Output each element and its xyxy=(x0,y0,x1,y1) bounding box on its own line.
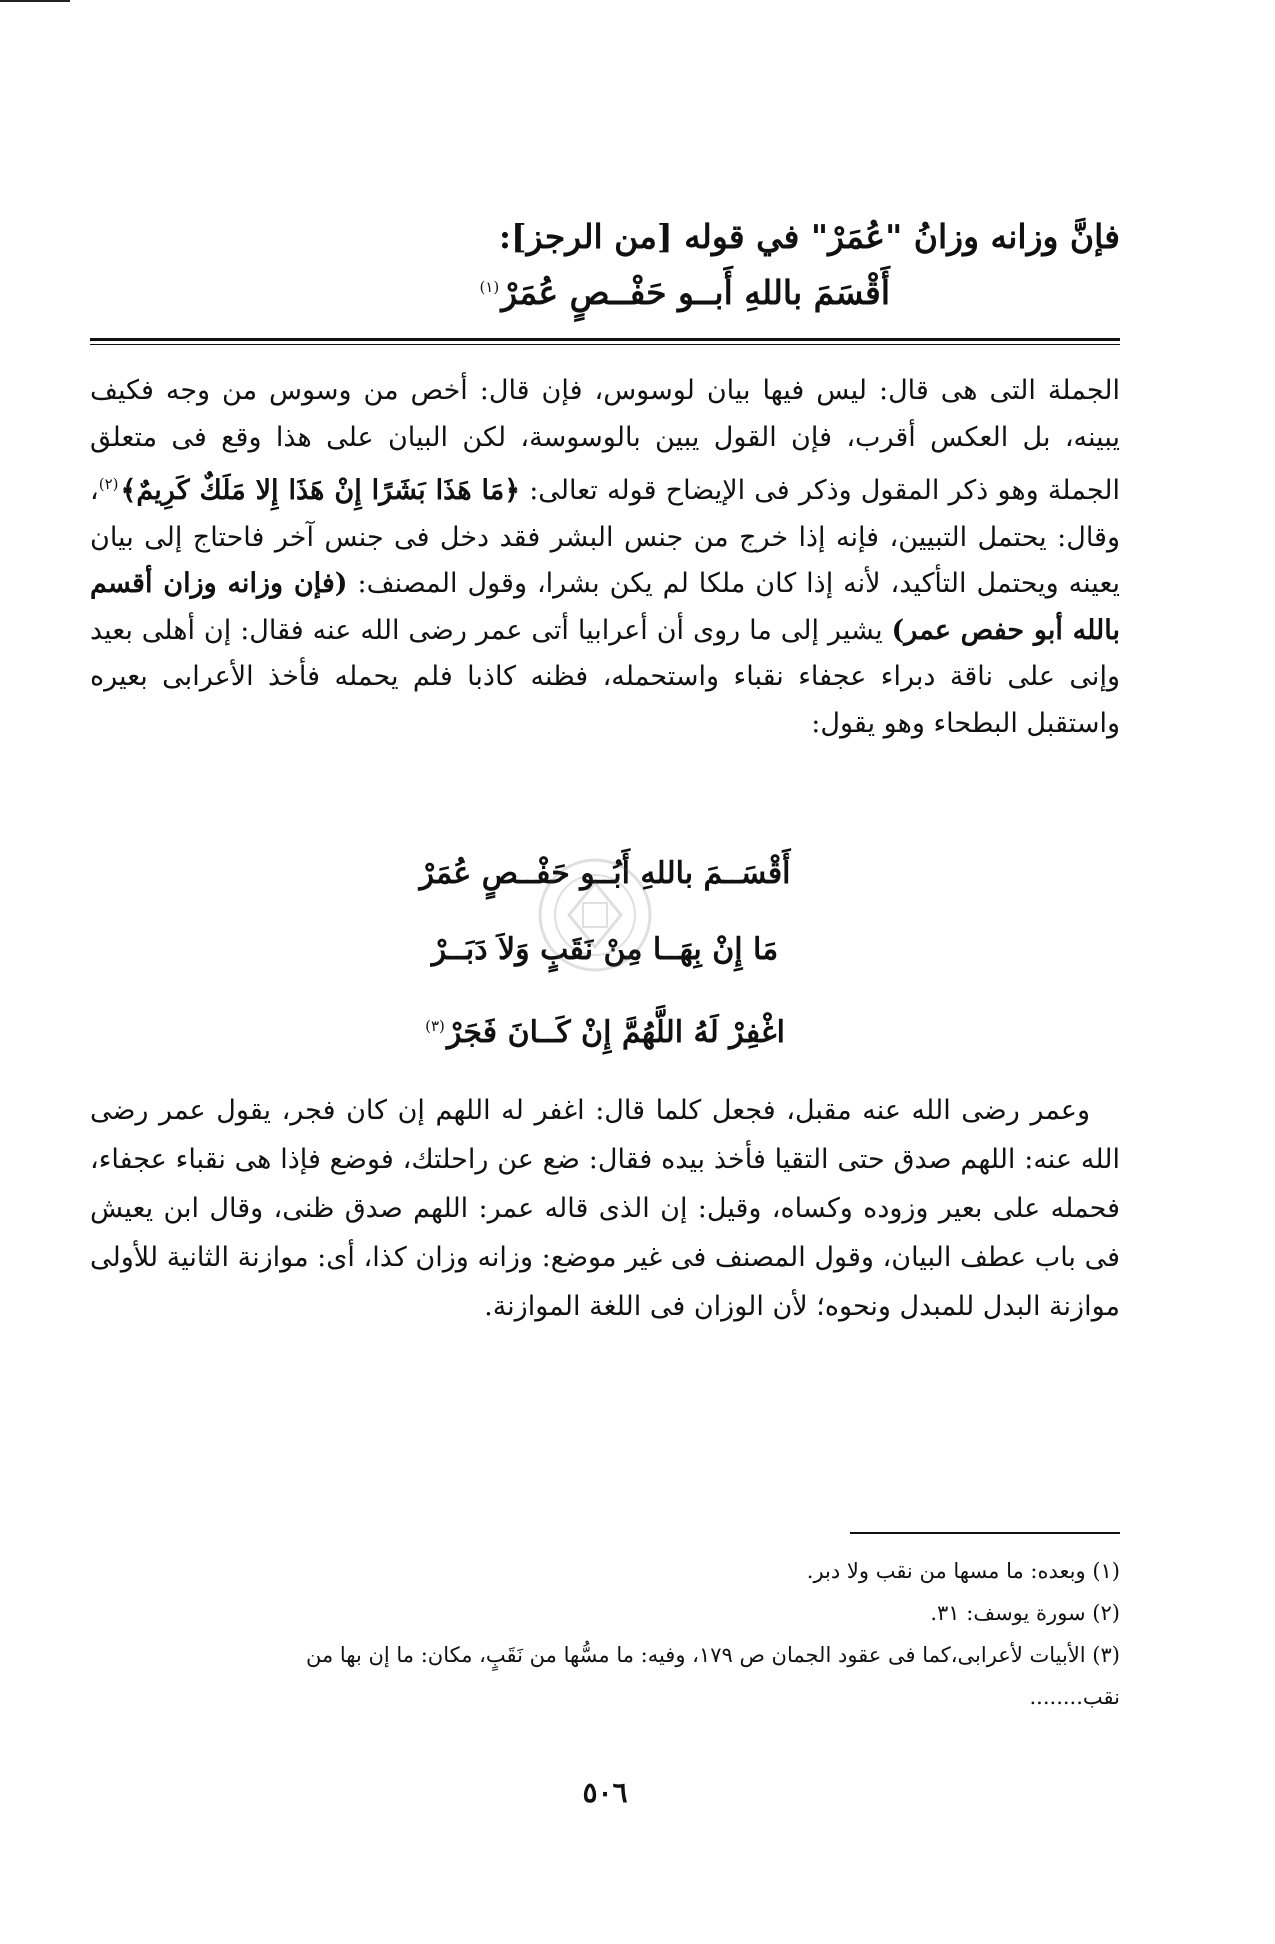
footnote-ref-2: (٢) xyxy=(98,475,119,493)
header-verse-line xyxy=(90,262,890,318)
corner-mark xyxy=(0,0,70,2)
footnotes xyxy=(90,1550,1120,1718)
body-paragraph-2 xyxy=(90,1086,1120,1331)
poem-line-2: مَا إِنْ بِهَــا مِنْ نَقَبٍ وَلاَ دَبَــرْ xyxy=(431,932,779,967)
footnote-ref-3: (٣) xyxy=(425,1017,445,1035)
p1-text-a: الجملة التى هى قال: ليس فيها بيان لوسوس، فإن قال: أخص من وسوس من وجه فكيف يبينه، بل العكس أقرب، فإن القول يبين بالوسوسة، لكن البيان على هذا وقع فى متعلق الجملة وهو ذكر المقول وذكر فى الإيضاح قوله تعالى: xyxy=(90,375,1120,506)
library-stamp-watermark xyxy=(535,855,655,975)
header-divider xyxy=(90,338,1120,345)
poem-line-3: اغْفِرْ لَهُ اللَّهُمَّ إِنْ كَــانَ فَجَرْ xyxy=(446,1015,785,1050)
body-paragraph-1 xyxy=(90,368,1120,747)
p1-text-c: يشير إلى ما روى أن أعرابيا أتى عمر رضى الله عنه فقال: إن أهلى بعيد وإنى على ناقة دبراء عجفاء نقباء واستحمله، فظنه كاذبا فلم يحمله فأخذ الأعرابى بعيره واستقبل البطحاء وهو يقول: xyxy=(90,614,1120,739)
page-number: ٥٠٦ xyxy=(582,1776,628,1809)
p2-text: وعمر رضى الله عنه مقبل، فجعل كلما قال: اغفر له اللهم إن كان فجر، يقول عمر رضى الله عنه: اللهم صدق حتى التقيا فأخذ بيده فقال: ضع عن راحلتك، فوضع فإذا هى نقباء عجفاء، فحمله على بعير وزوده وكساه، وقيل: إن الذى قاله عمر: اللهم صدق ظنى، وقال ابن يعيش فى باب عطف البيان، وقول المصنف فى غير موضع: وزانه وزان كذا، أى: موازنة الثانية للأولى موازنة البدل للمبدل ونحوه؛ لأن الوزان فى اللغة الموازنة. xyxy=(90,1095,1120,1322)
author-quote: (فإن وزانه وزان أقسم بالله أبو حفص عمر) xyxy=(90,568,1120,646)
section-header xyxy=(90,212,1120,318)
header-verse: أَقْسَمَ باللهِ أَبــو حَفْــصٍ عُمَرْ xyxy=(501,273,890,312)
quran-quote: ﴿مَا هَذَا بَشَرًا إِنْ هَذَا إِلا مَلَكٌ كَرِيمٌ﴾ xyxy=(120,475,521,506)
footnote-3: (٣) الأبيات لأعرابى،كما فى عقود الجمان ص ١٧٩، وفيه: ما مسُّها من نَقَبٍ، مكان: ما إن بها من xyxy=(305,1643,1120,1667)
footnote-1: (١) وبعده: ما مسها من نقب ولا دبر. xyxy=(806,1559,1120,1583)
p1-text-b: ، وقال: يحتمل التبيين، فإنه إذا خرج من جنس البشر فقد دخل فى جنس آخر فاحتاج إلى بيان يعينه ويحتمل التأكيد، لأنه إذا كان ملكا لم يكن بشرا، وقول المصنف: xyxy=(90,475,1120,599)
header-intro: فإنَّ وزانه وزانُ "عُمَرْ" في قوله [من الرجز]: xyxy=(498,217,1120,256)
footnote-ref-1: (١) xyxy=(479,278,500,296)
footnote-3-continuation: نقب........ xyxy=(1029,1685,1120,1709)
poem-line-3-wrap xyxy=(90,988,1120,1071)
poem-line-1: أَقْسَــمَ باللهِ أَبُــو حَفْــصٍ عُمَرْ xyxy=(419,856,791,891)
footnote-divider xyxy=(850,1532,1120,1534)
footnote-2: (٢) سورة يوسف: ٣١. xyxy=(930,1601,1120,1625)
